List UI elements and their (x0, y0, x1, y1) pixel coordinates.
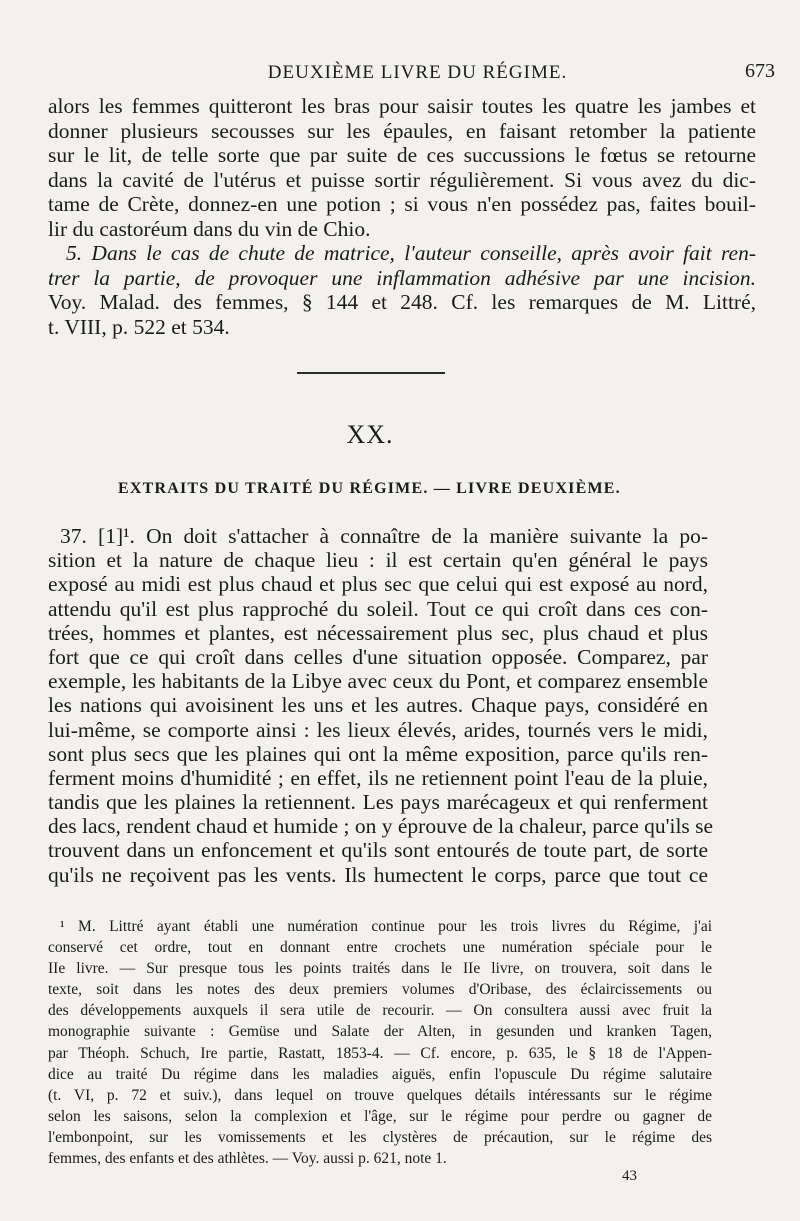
footnote-line: selon les saisons, selon la complexion et l'âge, sur le régime pour perdre ou gagner de (48, 1107, 712, 1125)
signature-mark: 43 (622, 1168, 637, 1184)
top-paragraph (48, 94, 756, 339)
footnote-line: monographie suivante : Gemüse und Salate der Alten, in gesunden und kranken Tagen, (48, 1023, 712, 1041)
text-line: sition et la nature de chaque lieu : il est certain qu'en général le pays (48, 548, 708, 573)
text-line: donner plusieurs secousses sur les épaules, en faisant retomber la patiente (48, 118, 756, 143)
note-line: t. VIII, p. 522 et 534. (48, 314, 230, 339)
text-line: alors les femmes quitteront les bras pour saisir toutes les quatre les jambes et (48, 94, 756, 118)
footnote (48, 916, 712, 1169)
running-title: DEUXIÈME LIVRE DU RÉGIME. (267, 62, 568, 83)
text-line: trouvent dans un enfoncement et qu'ils sont entourés de toute part, de sorte (48, 838, 708, 863)
text-line: des lacs, rendent chaud et humide ; on y éprouve de la chaleur, parce qu'ils se (48, 814, 714, 839)
text-line: exposé au midi est plus chaud et plus sec que celui qui est exposé au nord, (48, 572, 708, 597)
text-line: tame de Crète, donnez-en une potion ; si vous n'en possédez pas, faites bouil- (48, 192, 756, 216)
text-line: tandis que les plaines la retiennent. Les pays marécageux et qui renferment (48, 790, 708, 815)
note-line: 5. Dans le cas de chute de matrice, l'auteur conseille, après avoir fait ren- (66, 241, 756, 265)
text-line: exemple, les habitants de la Libye avec ceux du Pont, et comparez ensemble (48, 669, 708, 694)
note-line: Voy. Malad. des femmes, § 144 et 248. Cf. les remarques de M. Littré, (48, 290, 756, 314)
footnote-line: ¹ M. Littré ayant établi une numération continue pour les trois livres du Régime, j'ai (60, 918, 712, 935)
text-line: lui-même, se comporte ainsi : les lieux élevés, arides, tournés vers le midi, (48, 717, 708, 742)
page-number: 673 (745, 60, 775, 82)
footnote-line: (t. VI, p. 72 et suiv.), dans lequel on trouve quelques détails intéressants sur le régime (48, 1086, 712, 1104)
section-heading: EXTRAITS DU TRAITÉ DU RÉGIME. — LIVRE DEUXIÈME. (118, 480, 621, 497)
section-numeral: XX. (346, 420, 394, 449)
footnote-line: texte, soit dans les notes des deux premiers volumes d'Oribase, des éclaircissements ou (48, 981, 712, 999)
footnote-line: femmes, des enfants et des athlètes. — Voy. aussi p. 621, note 1. (48, 1150, 447, 1168)
text-line: qu'ils ne reçoivent pas les vents. Ils humectent le corps, parce que tout ce (48, 862, 708, 887)
text-line: lir du castoréum dans du vin de Chio. (48, 216, 371, 241)
main-paragraph (48, 524, 714, 887)
note-line: trer la partie, de provoquer une inflammation adhésive par une incision. (48, 265, 756, 290)
footnote-line: des développements auxquels il sera utile de recourir. — On consultera aussi avec fruit la (48, 1002, 712, 1020)
footnote-line: conservé cet ordre, tout en donnant entre crochets une numération spéciale pour le (48, 939, 712, 957)
footnote-line: l'embonpoint, sur les vomissements et les clystères de précaution, sur le régime des (48, 1128, 712, 1146)
text-line: 37. [1]¹. On doit s'attacher à connaître de la manière suivante la po- (60, 524, 708, 548)
footnote-line: par Théoph. Schuch, Ire partie, Rastatt, 1853-4. — Cf. encore, p. 635, le § 18 de l'Appen- (48, 1044, 712, 1062)
section-divider (297, 372, 445, 374)
text-line: fort que ce qui croît dans celles d'une situation opposée. Comparez, par (48, 644, 708, 669)
text-line: sont plus secs que les plaines qui ont la même exposition, parce qu'ils ren- (48, 741, 708, 766)
text-line: dans la cavité de l'utérus et puisse sortir régulièrement. Si vous avez du dic- (48, 167, 756, 192)
footnote-line: dice au traité Du régime dans les maladies aiguës, enfin l'opuscule Du régime salutaire (48, 1065, 712, 1083)
text-line: les nations qui avoisinent les uns et les autres. Chaque pays, considéré en (48, 693, 708, 718)
text-line: sur le lit, de telle sorte que par suite de ces succussions le fœtus se retourne (48, 143, 756, 167)
text-line: attendu qu'il est plus rapproché du soleil. Tout ce qui croît dans ces con- (48, 596, 708, 621)
text-line: trées, hommes et plantes, est nécessairement plus sec, plus chaud et plus (48, 620, 708, 645)
running-header (60, 58, 775, 88)
text-line: ferment moins d'humidité ; en effet, ils ne retiennent point l'eau de la pluie, (48, 765, 708, 790)
footnote-line: IIe livre. — Sur presque tous les points traités dans le IIe livre, on trouvera, soit dans le (48, 960, 712, 978)
